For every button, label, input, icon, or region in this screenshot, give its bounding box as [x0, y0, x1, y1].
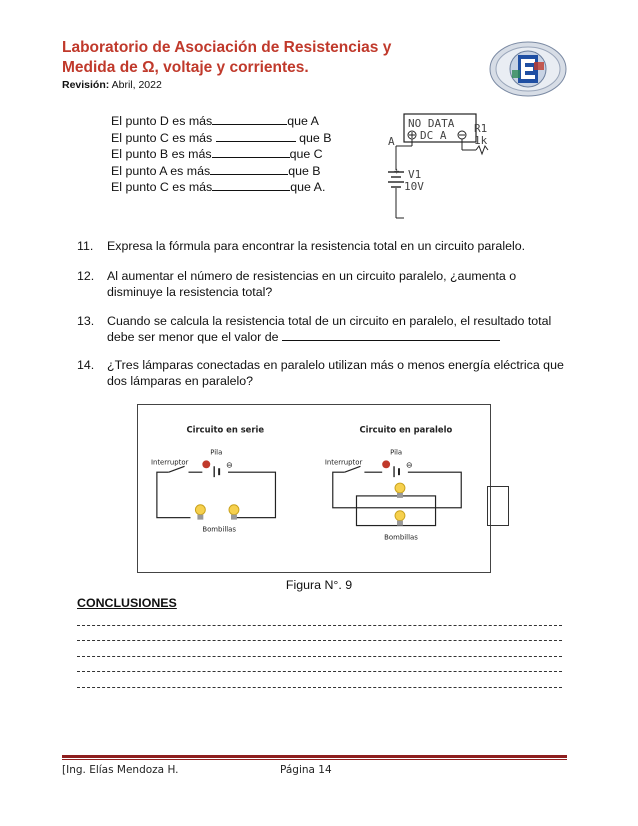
title-line-2: Medida de Ω, voltaje y corrientes. — [62, 59, 309, 76]
footer-rule — [62, 755, 567, 758]
figure-caption: Figura N°. 9 — [285, 578, 353, 592]
list-item: El punto B es más que C — [111, 147, 323, 161]
source-value: 10V — [404, 180, 424, 193]
plus-sign: + — [394, 167, 400, 177]
institution-logo-icon — [488, 40, 568, 98]
list-item: El punto C es más que B — [111, 130, 332, 145]
question-14: 14. ¿Tres lámparas conectadas en paralelo utilizan más o menos energía eléctrica que dos lámparas en paralelo? — [77, 358, 564, 388]
list-item: El punto D es más que A — [111, 114, 319, 128]
list-item: El punto C es más que A. — [111, 180, 326, 194]
points-comparison-list — [111, 113, 332, 196]
answer-blank — [282, 329, 500, 341]
node-label: A — [388, 135, 395, 148]
answer-blank — [212, 146, 290, 158]
source-name: V1 — [408, 168, 422, 181]
question-13: 13. Cuando se calcula la resistencia total de un circuito en paralelo, el resultado total debe ser menor que el valor de — [77, 314, 552, 344]
footer-rule-thin — [62, 759, 567, 760]
resistor-value: 1k — [474, 134, 488, 147]
revision-text — [62, 79, 162, 91]
parallel-bulbs-label: Bombillas — [384, 533, 418, 542]
series-minus: ⊖ — [226, 460, 233, 470]
revision-label: Revisión: — [62, 79, 110, 91]
parallel-switch-label: Interruptor — [324, 458, 363, 467]
answer-blank — [216, 130, 296, 142]
parallel-minus: ⊖ — [405, 460, 413, 470]
title-line-1: Laboratorio de Asociación de Resistencias y — [62, 39, 392, 56]
question-12: 12. Al aumentar el número de resistencias en un circuito paralelo, ¿aumenta o disminuye la resistencia total? — [77, 269, 517, 299]
footer-author: [Ing. Elías Mendoza H. — [62, 764, 179, 776]
series-switch-label: Interruptor — [150, 458, 189, 467]
conclusion-line — [77, 656, 562, 657]
conclusion-line — [77, 687, 562, 688]
series-bulbs-label: Bombillas — [202, 525, 237, 534]
series-title: Circuito en serie — [186, 424, 265, 435]
conclusion-line — [77, 640, 562, 641]
conclusion-line — [77, 625, 562, 626]
circuit-schematic — [380, 110, 490, 222]
series-pila-label: Pila — [210, 448, 223, 457]
conclusion-line — [77, 671, 562, 672]
parallel-pila-label: Pila — [390, 448, 403, 457]
document-title — [62, 38, 442, 78]
revision-value: Abril, 2022 — [109, 79, 162, 91]
answer-blank — [212, 113, 287, 125]
answer-blank — [212, 179, 290, 191]
list-item: El punto A es más que B — [111, 163, 321, 178]
conclusions-heading: CONCLUSIONES — [77, 596, 177, 610]
parallel-title: Circuito en paralelo — [359, 424, 453, 435]
meter-line-1: NO DATA — [408, 117, 455, 130]
question-11: 11. Expresa la fórmula para encontrar la resistencia total en un circuito paralelo. — [77, 239, 526, 253]
answer-blank — [210, 163, 288, 175]
side-box — [487, 486, 509, 526]
series-parallel-figure — [137, 404, 491, 573]
footer-page-number: Página 14 — [280, 764, 332, 776]
meter-line-2: DC A — [420, 129, 447, 142]
resistor-name: R1 — [474, 122, 488, 135]
